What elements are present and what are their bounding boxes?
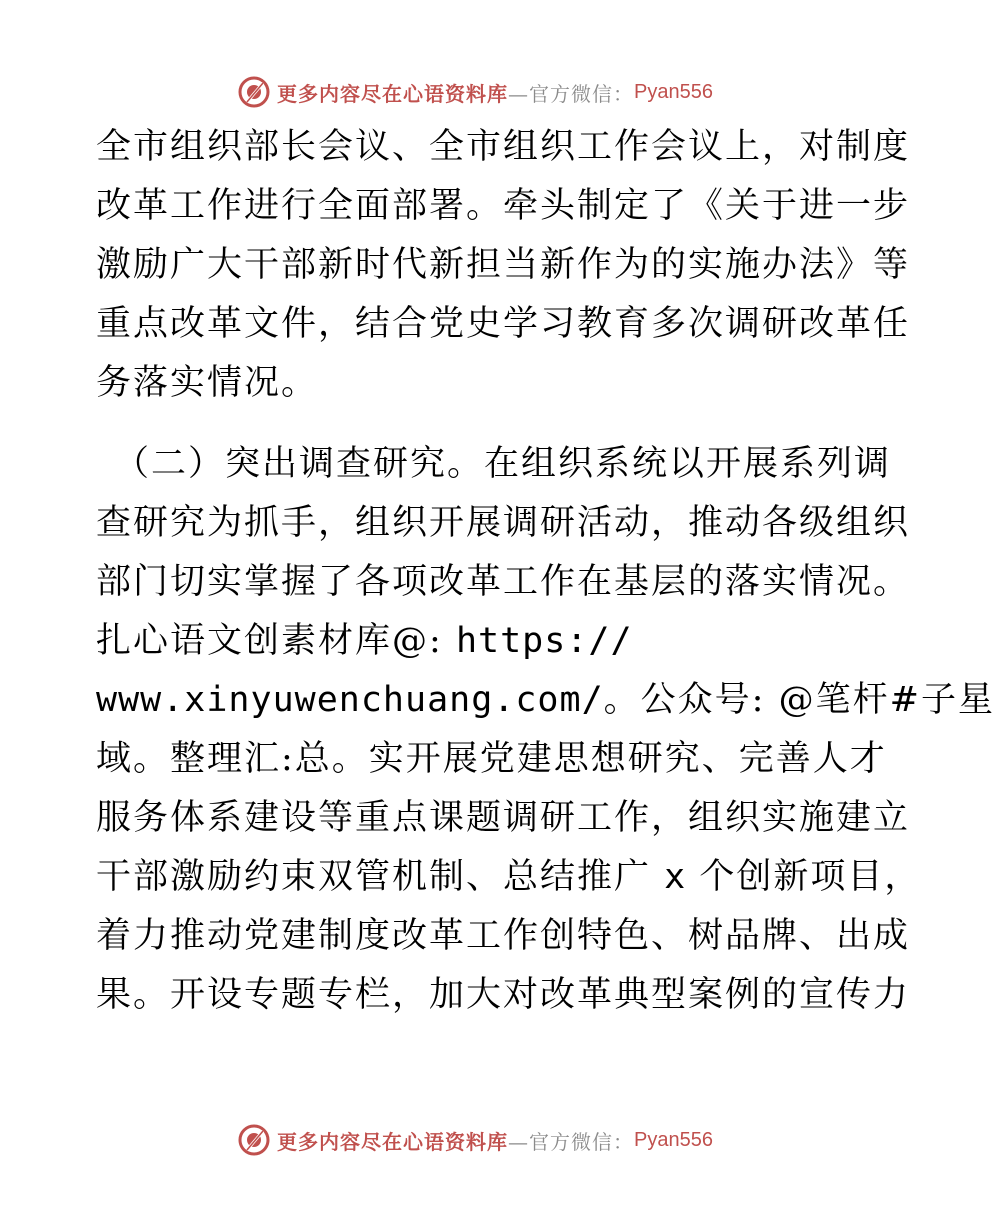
body-line-9: 扎心语文创素材库@: https:// [96,621,633,661]
footer-banner [0,1120,950,1160]
body-line-13: 干部激励约束双管机制、总结推广 x 个创新项目， [96,857,922,897]
header-banner [0,72,950,112]
body-line-7: 查研究为抓手，组织开展调研活动，推动各级组织 [96,503,911,543]
body-line-2: 改革工作进行全面部署。牵头制定了《关于进一步 [96,186,911,226]
body-line-5: 务落实情况。 [96,363,319,403]
brand-logo-icon [237,75,271,109]
section-heading-line: （二）突出调查研究。在组织系统以开展系列调 [114,444,892,484]
banner-subtitle: —官方微信： [508,1129,635,1154]
banner-subtitle: —官方微信： [508,81,635,106]
banner-title: 更多内容尽在心语资料库 [277,81,509,106]
banner-wechat-id: Pyan556 [634,1128,713,1151]
body-line-8: 部门切实掌握了各项改革工作在基层的落实情况。 [96,562,911,602]
banner-title: 更多内容尽在心语资料库 [277,1129,509,1154]
body-line-4: 重点改革文件，结合党史学习教育多次调研改革任 [96,304,911,344]
body-line-15: 果。开设专题专栏，加大对改革典型案例的宣传力 [96,975,911,1015]
body-line-1: 全市组织部长会议、全市组织工作会议上，对制度 [96,127,911,167]
brand-logo-icon [237,1123,271,1157]
body-line-11: 域。整理汇:总。实开展党建思想研究、完善人才 [96,739,887,779]
body-line-3: 激励广大干部新时代新担当新作为的实施办法》等 [96,245,911,285]
body-line-10: www.xinyuwenchuang.com/。公众号: @笔杆#子星 [96,680,995,720]
banner-wechat-id: Pyan556 [634,80,713,103]
body-line-14: 着力推动党建制度改革工作创特色、树品牌、出成 [96,916,911,956]
document-body [96,118,995,1025]
body-line-12: 服务体系建设等重点课题调研工作，组织实施建立 [96,798,911,838]
